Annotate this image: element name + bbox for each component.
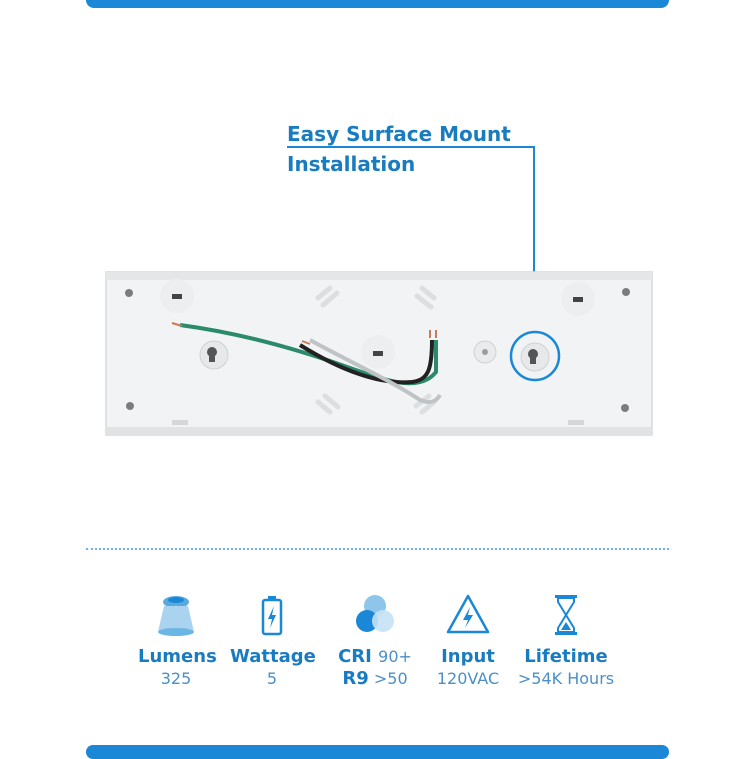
callout-line-2: Installation — [287, 152, 416, 176]
warning-bolt-icon — [445, 592, 491, 638]
callout-line-1: Easy Surface Mount — [287, 122, 511, 146]
wattage-label: Wattage — [230, 646, 316, 667]
spec-input — [428, 592, 508, 690]
battery-bolt-icon — [260, 592, 284, 638]
lumens-value: 325 — [160, 669, 192, 688]
hourglass-icon — [551, 592, 581, 638]
spec-lumens — [138, 592, 217, 690]
bottom-accent-bar — [86, 745, 669, 759]
lifetime-label: Lifetime — [524, 646, 608, 667]
lumens-icon — [156, 592, 196, 638]
lumens-label: Lumens — [138, 646, 217, 667]
r9-row — [334, 668, 416, 690]
lifetime-value: >54K Hours — [517, 669, 615, 688]
spec-wattage — [230, 592, 314, 690]
r9-value: >50 — [373, 669, 408, 688]
surface-mount-callout — [287, 119, 511, 179]
cri-value: 90+ — [378, 647, 412, 666]
wattage-value: 5 — [266, 669, 278, 688]
spec-strip — [138, 592, 618, 702]
spec-lifetime — [512, 592, 620, 690]
spec-cri — [334, 592, 416, 690]
cri-row — [334, 646, 416, 668]
color-circles-icon — [352, 592, 398, 638]
input-label: Input — [441, 646, 495, 667]
dotted-divider — [86, 548, 669, 550]
cri-label: CRI — [338, 646, 372, 667]
r9-label: R9 — [342, 668, 369, 689]
input-value: 120VAC — [436, 669, 500, 688]
